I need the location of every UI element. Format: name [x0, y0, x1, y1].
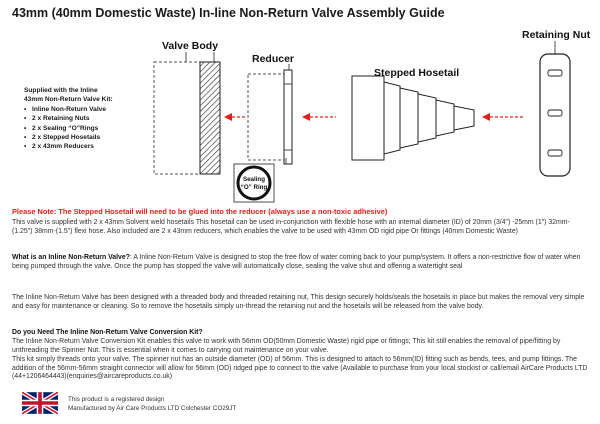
list-item: • 2 x Retaining Nuts — [32, 114, 113, 123]
stepped-hosetail-label: Stepped Hosetail — [374, 67, 460, 79]
footer-registered: This product is a registered design — [68, 396, 165, 403]
page-title: 43mm (40mm Domestic Waste) In-line Non-Return Valve Assembly Guide — [12, 6, 445, 20]
paragraph-what-is — [12, 254, 592, 271]
retaining-nut-drawing — [540, 54, 570, 176]
valve-body-label: Valve Body — [162, 40, 219, 52]
supplied-heading-2: 43mm Non-Return Valve Kit: — [24, 96, 113, 104]
paragraph-conversion-1: The Inline Non-Return Valve Conversion Kit enables this valve to work with 56mm OD(50mm Domestic Waste) rigid pipe or fittings; This kit still enables the removal of pipe/fitting by unthreading the Spinner Nut. This is essential when it comes to carrying out maintenance on your valve. — [12, 338, 561, 354]
red-arrow-left-icon — [302, 113, 310, 121]
list-item: • 2 x 43mm Reducers — [32, 142, 113, 151]
footer-manufacturer: Manufactured by Air Care Products LTD Colchester CO29JT — [68, 405, 237, 412]
reducer-label: Reducer — [252, 53, 295, 65]
o-ring-label-2: “O” Ring — [240, 184, 268, 191]
list-item: • 2 x Stepped Hosetails — [32, 133, 113, 142]
list-item: • 2 x Sealing “O”Rings — [32, 124, 113, 133]
paragraph-conversion-2: This kit simply threads onto your valve. The spinner nut has an outside diameter (OD) of 56mm. This is designed to attach to 56mm(ID) fitting such as bends, tees, and pump fittings. The addition of the 56mm-56mm straight connector will allow for 56mm (OD) ridged pipe to connect to the valve (Available to purchase from your local stockist or call/email AirCare Products LTD (44+1206464443)(enquiries@aircareproducts.co.uk) — [12, 356, 588, 381]
red-arrow-left-icon — [482, 113, 490, 121]
what-text: : A Inline Non-Return Valve is designed to stop the free flow of water coming back to your pump/system. It offers a non-restrictive flow of water when being pumped through the valve. Once the pump has stopped the valve will automatically close, sealing the valve shut and offering a watertight seal — [12, 254, 581, 270]
what-heading: What is an Inline Non-Return Valve? — [12, 254, 130, 261]
list-item: • Inline Non-Return Valve — [32, 105, 113, 114]
retaining-nut-label: Retaining Nut — [522, 29, 591, 41]
paragraph-threaded-body: The Inline Non-Return Valve has been designed with a threaded body and threaded retaining nut, This design securely holds/seals the hosetails in place but makes the removal very simple and easy for maintenance or cleaning. So to remove the hosetails simply un-thread the retaining nut and the hosetails will be released from the valve body. — [12, 294, 585, 310]
stepped-hosetail-drawing — [352, 76, 474, 160]
glue-note: Please Note: The Stepped Hosetail will need to be glued into the reducer (always use a non-toxic adhesive) — [12, 207, 388, 216]
supplied-kit-list — [24, 86, 113, 152]
valve-body-drawing — [154, 62, 220, 174]
paragraph-supplied-hosetails: This valve is supplied with 2 x 43mm Solvent weld hosetails This hosetail can be used in-conjunction with flexible hose with an internal diameter (ID) of 20mm (3/4") -25mm (1") 32mm- (1.25") 38mm-(1.5") flexi hose. Also included are 2 x 43mm reducers, which enables the valve to be used with 43mm OD rigid pipe Or fittings (40mm Domestic Waste) — [12, 219, 570, 235]
o-ring-label-1: Sealing — [242, 176, 266, 183]
o-ring-callout-box — [234, 164, 274, 202]
uk-flag-icon — [22, 392, 58, 414]
conversion-heading: Do you Need The Inline Non-Return Valve Conversion Kit? — [12, 329, 203, 336]
reducer-drawing — [248, 70, 292, 164]
red-arrow-left-icon — [224, 113, 232, 121]
supplied-heading-1: Supplied with the Inline — [24, 87, 98, 94]
